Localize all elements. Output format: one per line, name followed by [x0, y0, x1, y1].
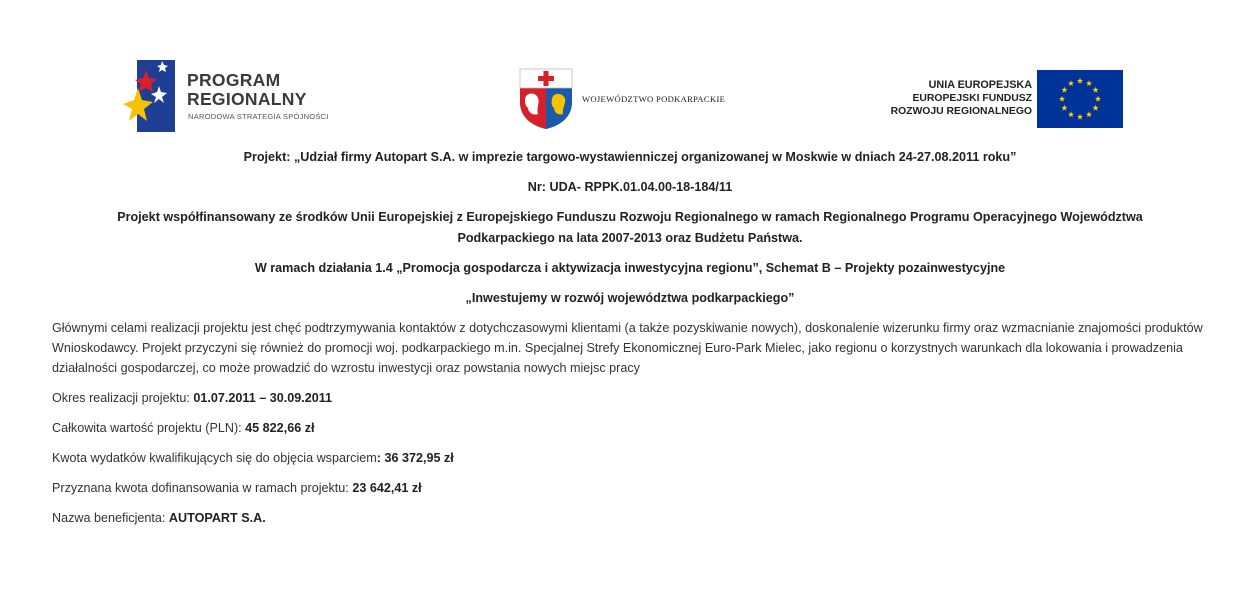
program-regionalny-emblem-icon — [121, 58, 179, 134]
beneficiary-row — [52, 508, 266, 528]
project-number: Nr: UDA- RPPK.01.04.00-18-184/11 — [527, 180, 733, 194]
project-title: Projekt: „Udział firmy Autopart S.A. w imprezie targowo-wystawienniczej organizowanej w Moskwie w dniach 24-27.08.2011 roku” — [243, 150, 1017, 164]
eligible-label: Kwota wydatków kwalifikujących się do objęcia wsparciem — [52, 451, 377, 465]
eligible-expenses-row — [52, 448, 454, 468]
total-value-row — [52, 418, 315, 438]
period-row — [52, 388, 332, 408]
fundusz-line: EUROPEJSKI FUNDUSZ — [912, 93, 1032, 104]
slogan: „Inwestujemy w rozwój województwa podkarpackiego” — [465, 291, 795, 305]
project-description: Głównymi celami realizacji projektu jest chęć podtrzymywania kontaktów z dotychczasowymi klientami (a także pozyskiwanie nowych), doskonalenie wizerunku firmy oraz wzmacnianie znajomości produktów Wnioskodawcy. Projekt przyczyni się również do promocji woj. podkarpackiego m.in. Specjalnej Strefy Ekonomicznej Euro-Park Mielec, jako regionu o korzystnych warunkach dla lokowania i prowadzenia działalności gospodarczej, co może prowadzić do wzrostu inwestycji oraz powstania nowych miejsc pracy — [52, 321, 1203, 375]
action-statement: W ramach działania 1.4 „Promocja gospodarcza i aktywizacja inwestycyjna regionu”, Schemat B – Projekty pozainwestycyjne — [254, 261, 1006, 275]
wojewodztwo-logo — [519, 68, 759, 130]
beneficiary-value: AUTOPART S.A. — [168, 511, 266, 525]
program-line: PROGRAM — [187, 70, 281, 90]
eligible-value: : 36 372,95 zł — [376, 451, 454, 465]
podkarpackie-coat-of-arms-icon — [519, 68, 573, 130]
period-label: Okres realizacji projektu: — [52, 391, 194, 405]
total-label: Całkowita wartość projektu (PLN): — [52, 421, 246, 435]
eu-flag-icon — [1037, 70, 1123, 128]
funding-value: 23 642,41 zł — [352, 481, 422, 495]
beneficiary-label: Nazwa beneficjenta: — [52, 511, 169, 525]
eu-logo — [860, 70, 1130, 130]
funding-row — [52, 478, 422, 498]
total-value: 45 822,66 zł — [245, 421, 315, 435]
eu-text-block — [891, 79, 1032, 118]
strategy-subtitle: NARODOWA STRATEGIA SPÓJNOŚCI — [188, 112, 329, 121]
cofinancing-line-1: Projekt współfinansowany ze środków Unii Europejskiej z Europejskiego Funduszu Rozwoju Regionalnego w ramach Regionalnego Programu Operacyjnego Województwa — [117, 210, 1143, 224]
rozwoju-line: ROZWOJU REGIONALNEGO — [890, 106, 1032, 117]
unia-europejska-line: UNIA EUROPEJSKA — [928, 79, 1032, 91]
period-value: 01.07.2011 – 30.09.2011 — [193, 391, 333, 405]
regionalny-line: REGIONALNY — [187, 89, 307, 109]
program-regionalny-logo — [121, 58, 381, 134]
funding-label: Przyznana kwota dofinansowania w ramach projektu: — [52, 481, 353, 495]
logos-bar — [0, 56, 1260, 136]
cofinancing-statement — [50, 207, 1210, 249]
wojewodztwo-label: WOJEWÓDZTWO PODKARPACKIE — [582, 94, 726, 104]
cofinancing-line-2: Podkarpackiego na lata 2007-2013 oraz Budżetu Państwa. — [457, 231, 803, 245]
